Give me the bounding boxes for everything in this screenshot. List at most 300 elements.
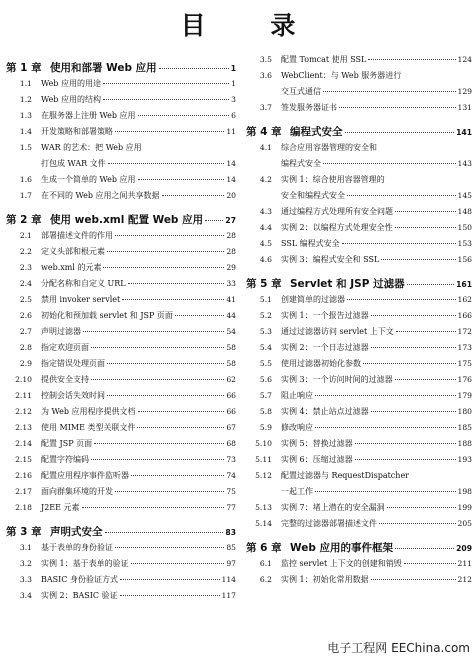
toc-entry[interactable]	[246, 374, 472, 390]
dot-leader	[323, 163, 456, 164]
toc-entry[interactable]	[246, 438, 472, 454]
section-number: 5.1	[259, 295, 272, 304]
section-number: 2.6	[19, 311, 32, 320]
dot-leader	[368, 59, 455, 60]
section-number: 3.7	[259, 103, 272, 112]
dot-leader	[342, 243, 456, 244]
dot-leader	[115, 235, 224, 236]
section-title: 通过编程方式处理所有安全问题	[281, 207, 393, 216]
dot-leader	[371, 411, 456, 412]
page-number: 58	[226, 359, 236, 368]
page-number: 156	[457, 255, 472, 264]
section-title: 实例 3：编程式安全和 SSL	[281, 255, 380, 264]
section-number: 2.18	[15, 503, 32, 512]
section-number: 2.13	[15, 423, 32, 432]
dot-leader	[205, 220, 223, 221]
toc-entry[interactable]	[246, 502, 472, 518]
toc-entry[interactable]	[6, 126, 236, 142]
section-title: 禁用 invoker servlet	[41, 295, 121, 304]
dot-leader	[347, 299, 456, 300]
dot-leader	[138, 411, 225, 412]
section-number: 4.6	[259, 255, 272, 264]
page-number: 199	[457, 503, 472, 512]
page-number: 175	[457, 359, 472, 368]
section-number: 2.8	[19, 343, 32, 352]
page-number: 124	[457, 55, 472, 64]
section-number: 5.11	[255, 455, 272, 464]
page-number: 1	[231, 79, 236, 88]
dot-leader	[103, 267, 224, 268]
section-number: 2.2	[19, 247, 32, 256]
section-title: 实例 6：压缩过滤器	[281, 455, 353, 464]
section-number: 2.11	[15, 391, 32, 400]
section-number: 5.12	[255, 471, 272, 480]
page-number: 1	[230, 64, 236, 73]
page-number: 3	[231, 95, 236, 104]
page-number: 173	[457, 343, 472, 352]
section-number: 4.2	[259, 175, 272, 184]
entry-line-2	[246, 190, 472, 206]
toc-entry[interactable]	[246, 54, 472, 70]
section-number: 5.10	[255, 439, 272, 448]
toc-entry[interactable]	[246, 454, 472, 470]
page-number: 166	[457, 311, 472, 320]
section-title: 指定错误处理页面	[41, 359, 105, 368]
dot-leader	[395, 548, 454, 549]
page-number: 14	[226, 175, 236, 184]
section-title: WebClient：与 Web 服务器进行	[281, 71, 402, 80]
page-number: 198	[457, 487, 472, 496]
toc-entry[interactable]	[246, 574, 472, 590]
toc-entry[interactable]	[6, 502, 236, 518]
section-title: 定义头部和根元素	[41, 247, 105, 256]
section-title: 通过过滤器访问 servlet 上下文	[281, 327, 394, 336]
toc-entry[interactable]	[6, 406, 236, 422]
section-title-continued: 安全和编程式安全	[281, 191, 345, 200]
page-number: 58	[226, 343, 236, 352]
chapter-title: 使用 web.xml 配置 Web 应用	[50, 214, 204, 226]
section-number: 1.6	[19, 175, 32, 184]
toc-chapter[interactable]	[6, 60, 236, 76]
section-number: 2.14	[15, 439, 32, 448]
section-title: 使用 MIME 类型关联文件	[41, 423, 136, 432]
dot-leader	[103, 99, 229, 100]
dot-leader	[395, 227, 456, 228]
page-number: 66	[226, 407, 236, 416]
dot-leader	[407, 284, 455, 285]
toc-entry[interactable]	[246, 422, 472, 438]
toc-entry[interactable]	[6, 454, 236, 470]
entry-line-1	[246, 174, 472, 190]
dot-leader	[107, 251, 224, 252]
toc-entry[interactable]	[6, 78, 236, 94]
section-number: 5.13	[255, 503, 272, 512]
section-number: 3.3	[19, 575, 32, 584]
toc-entry[interactable]	[6, 174, 236, 190]
toc-entry[interactable]	[246, 558, 472, 574]
dot-leader	[315, 491, 456, 492]
toc-chapter[interactable]	[246, 540, 472, 556]
dot-leader	[387, 507, 456, 508]
section-number: 2.5	[19, 295, 32, 304]
toc-entry[interactable]	[246, 206, 472, 222]
page-number: 41	[226, 295, 236, 304]
dot-leader	[395, 211, 456, 212]
chapter-number: 第 1 章	[6, 62, 42, 74]
dot-leader	[138, 115, 230, 116]
dot-leader	[115, 131, 224, 132]
page-number: 29	[226, 263, 236, 272]
page-number: 148	[457, 207, 472, 216]
section-number: 1.1	[19, 79, 32, 88]
page-number: 85	[226, 543, 236, 552]
section-title: 综合应用容器管理的安全和	[281, 143, 377, 152]
dot-leader	[138, 179, 225, 180]
dot-leader	[115, 491, 224, 492]
toc-entry[interactable]	[6, 358, 236, 374]
section-title: 签发服务器证书	[281, 103, 337, 112]
toc-chapter[interactable]	[246, 276, 472, 292]
section-title: WAR 的艺术：把 Web 应用	[41, 143, 142, 152]
page-number: 74	[226, 471, 236, 480]
section-title: 实例 2：以编程方式处理安全性	[281, 223, 393, 232]
section-title: 为 Web 应用程序提供文档	[41, 407, 136, 416]
section-number: 2.17	[15, 487, 32, 496]
entry-line-1	[6, 142, 236, 158]
page-number: 141	[456, 128, 472, 137]
section-title: 配置字符编码	[41, 455, 89, 464]
dot-leader	[347, 195, 456, 196]
section-number: 2.4	[19, 279, 32, 288]
section-number: 1.5	[19, 143, 32, 152]
section-number: 1.3	[19, 111, 32, 120]
toc-entry[interactable]	[6, 110, 236, 126]
page-number: 68	[226, 439, 236, 448]
dot-leader	[395, 379, 456, 380]
page-number: 176	[457, 375, 472, 384]
section-title: 实例 4：禁止站点过滤器	[281, 407, 369, 416]
dot-leader	[315, 395, 456, 396]
section-number: 2.12	[15, 407, 32, 416]
page-number: 150	[457, 223, 472, 232]
section-title: 声明过滤器	[41, 327, 81, 336]
toc-entry[interactable]	[246, 70, 472, 102]
chapter-title: Web 应用的事件框架	[290, 542, 394, 554]
dot-leader	[91, 347, 224, 348]
toc-entry[interactable]	[6, 246, 236, 262]
page-number: 172	[457, 327, 472, 336]
page-number: 143	[457, 159, 472, 168]
dot-leader	[175, 315, 224, 316]
section-number: 3.4	[19, 591, 32, 600]
section-title-continued: 编程式安全	[281, 159, 321, 168]
chapter-number: 第 2 章	[6, 214, 42, 226]
page-number: 75	[226, 487, 236, 496]
section-title: Web 应用的结构	[41, 95, 101, 104]
page-number: 193	[457, 455, 472, 464]
section-title-continued: 一起工作	[281, 487, 313, 496]
toc-entry[interactable]	[6, 278, 236, 294]
toc-entry[interactable]	[6, 486, 236, 502]
section-title: SSL 编程式安全	[281, 239, 340, 248]
page-title: 目 录	[180, 11, 324, 40]
toc-entry[interactable]	[246, 406, 472, 422]
toc-entry[interactable]	[246, 142, 472, 174]
dot-leader	[345, 132, 455, 133]
toc-entry[interactable]	[6, 262, 236, 278]
toc-entry[interactable]	[6, 558, 236, 574]
dot-leader	[83, 331, 224, 332]
page-number: 129	[457, 87, 472, 96]
toc-entry[interactable]	[6, 326, 236, 342]
page-number: 97	[226, 559, 236, 568]
section-number: 6.1	[259, 559, 272, 568]
section-title: 使用过滤器初始化参数	[281, 359, 361, 368]
dot-leader	[103, 83, 229, 84]
section-title: 配置 Tomcat 使用 SSL	[281, 55, 367, 64]
page-number: 77	[226, 503, 236, 512]
page-number: 114	[221, 575, 236, 584]
dot-leader	[315, 427, 456, 428]
toc-entry[interactable]	[6, 390, 236, 406]
section-title: 创建简单的过滤器	[281, 295, 345, 304]
chapter-title: Servlet 和 JSP 过滤器	[290, 278, 405, 290]
section-number: 2.7	[19, 327, 32, 336]
toc-entry[interactable]	[6, 310, 236, 326]
section-title: web.xml 的元素	[41, 263, 102, 272]
entry-line-1	[246, 142, 472, 158]
dot-leader	[355, 443, 456, 444]
dot-leader	[363, 363, 456, 364]
section-title: 部署描述文件的作用	[41, 231, 113, 240]
dot-leader	[91, 379, 224, 380]
section-title: 实例 3：一个访问时间的过滤器	[281, 375, 393, 384]
section-title: 配置过滤器与 RequestDispatcher	[281, 471, 410, 480]
dot-leader	[162, 195, 225, 196]
section-number: 2.10	[15, 375, 32, 384]
section-number: 1.2	[19, 95, 32, 104]
page-number: 188	[457, 439, 472, 448]
page-number: 33	[226, 279, 236, 288]
chapter-title: 使用和部署 Web 应用	[50, 62, 157, 74]
page-number: 62	[226, 375, 236, 384]
page-number: 180	[457, 407, 472, 416]
toc-entry[interactable]	[246, 358, 472, 374]
toc-right-column	[246, 54, 472, 590]
page-number: 211	[457, 559, 472, 568]
section-number: 3.1	[19, 543, 32, 552]
toc-entry[interactable]	[246, 294, 472, 310]
section-number: 5.3	[259, 327, 272, 336]
page-number: 161	[456, 280, 472, 289]
toc-entry[interactable]	[6, 574, 236, 590]
section-title: 实例 1：基于表单的验证	[41, 559, 129, 568]
section-number: 3.6	[259, 71, 272, 80]
section-title-continued: 打包成 WAR 文件	[41, 159, 106, 168]
toc-entry[interactable]	[6, 230, 236, 246]
section-title: 阻止响应	[281, 391, 313, 400]
page-number: 44	[226, 311, 236, 320]
section-number: 5.7	[259, 391, 272, 400]
section-title: 实例 2：一个日志过滤器	[281, 343, 369, 352]
entry-line-2	[246, 486, 472, 502]
toc-entry[interactable]	[246, 326, 472, 342]
toc-entry[interactable]	[6, 94, 236, 110]
dot-leader	[371, 347, 456, 348]
dot-leader	[131, 475, 224, 476]
dot-leader	[108, 163, 225, 164]
section-title: BASIC 身份验证方式	[41, 575, 118, 584]
section-number: 4.5	[259, 239, 272, 248]
toc-entry[interactable]	[6, 590, 236, 606]
section-title: 初始化和预加载 servlet 和 JSP 页面	[41, 311, 173, 320]
dot-leader	[159, 68, 229, 69]
dot-leader	[105, 532, 224, 533]
toc-entry[interactable]	[246, 222, 472, 238]
toc-entry[interactable]	[6, 294, 236, 310]
section-title: 分配名称和自定义 URL	[41, 279, 126, 288]
page-number: 66	[226, 391, 236, 400]
section-title: 监控 servlet 上下文的创建和销毁	[281, 559, 402, 568]
page-number: 117	[221, 591, 236, 600]
dot-leader	[371, 579, 456, 580]
toc-entry[interactable]	[6, 438, 236, 454]
page-number: 28	[226, 247, 236, 256]
chapter-number: 第 6 章	[246, 542, 282, 554]
section-number: 5.14	[255, 519, 272, 528]
toc-entry[interactable]	[6, 374, 236, 390]
section-title: J2EE 元素	[41, 503, 80, 512]
page-number: 179	[457, 391, 472, 400]
page-number: 153	[457, 239, 472, 248]
section-number: 1.7	[19, 191, 32, 200]
section-title: 开发策略和部署策略	[41, 127, 113, 136]
section-title: 在服务器上注册 Web 应用	[41, 111, 136, 120]
dot-leader	[371, 315, 456, 316]
toc-entry[interactable]	[6, 470, 236, 486]
toc-chapter[interactable]	[6, 212, 236, 228]
dot-leader	[355, 459, 456, 460]
section-title: 在不同的 Web 应用之间共享数据	[41, 191, 160, 200]
dot-leader	[137, 427, 224, 428]
dot-leader	[128, 283, 225, 284]
page-number: 14	[226, 159, 236, 168]
entry-line-2	[246, 86, 472, 102]
section-number: 1.4	[19, 127, 32, 136]
page-number: 28	[226, 231, 236, 240]
dot-leader	[339, 107, 456, 108]
section-number: 4.3	[259, 207, 272, 216]
section-title: 提供安全支持	[41, 375, 89, 384]
dot-leader	[94, 443, 224, 444]
dot-leader	[115, 547, 224, 548]
toc-chapter[interactable]	[6, 524, 236, 540]
section-title: 配置 JSP 页面	[41, 439, 93, 448]
page-number: 185	[457, 423, 472, 432]
toc-entry[interactable]	[246, 254, 472, 270]
section-number: 5.2	[259, 311, 272, 320]
section-number: 2.16	[15, 471, 32, 480]
toc-entry[interactable]	[246, 342, 472, 358]
section-number: 5.5	[259, 359, 272, 368]
entry-line-2	[6, 158, 236, 174]
page-number: 73	[226, 455, 236, 464]
section-title: 完整的过滤器部署描述文件	[281, 519, 377, 528]
section-number: 2.1	[19, 231, 32, 240]
watermark: 电子工程网 EEChina.com	[327, 641, 470, 655]
page-number: 209	[456, 544, 472, 553]
chapter-title: 编程式安全	[290, 126, 343, 138]
section-number: 5.6	[259, 375, 272, 384]
section-title: 实例 1：综合使用容器管理的	[281, 175, 385, 184]
dot-leader	[120, 595, 220, 596]
toc-entry[interactable]	[6, 142, 236, 174]
section-number: 6.2	[259, 575, 272, 584]
dot-leader	[82, 507, 225, 508]
toc-entry[interactable]	[6, 542, 236, 558]
section-title: 配置应用程序事件监听器	[41, 471, 129, 480]
page-number: 11	[226, 127, 236, 136]
chapter-number: 第 3 章	[6, 526, 42, 538]
section-number: 4.4	[259, 223, 272, 232]
section-number: 5.4	[259, 343, 272, 352]
page-number: 212	[457, 575, 472, 584]
page-number: 131	[457, 103, 472, 112]
toc-entry[interactable]	[6, 422, 236, 438]
chapter-number: 第 4 章	[246, 126, 282, 138]
page-number: 54	[226, 327, 236, 336]
toc-entry[interactable]	[246, 470, 472, 502]
dot-leader	[396, 331, 456, 332]
section-title: Web 应用的用途	[41, 79, 101, 88]
section-title: 控制会话失效时间	[41, 391, 105, 400]
toc-entry[interactable]	[6, 342, 236, 358]
section-title: 修改响应	[281, 423, 313, 432]
section-number: 2.3	[19, 263, 32, 272]
section-number: 5.8	[259, 407, 272, 416]
section-title-continued: 交互式通信	[281, 87, 321, 96]
page-number: 83	[225, 528, 236, 537]
page-number: 20	[226, 191, 236, 200]
section-title: 实例 5：替换过滤器	[281, 439, 353, 448]
dot-leader	[107, 395, 224, 396]
dot-leader	[381, 259, 455, 260]
dot-leader	[122, 299, 224, 300]
section-number: 4.1	[259, 143, 272, 152]
section-title: 实例 7：堵上潜在的安全漏洞	[281, 503, 385, 512]
page-number: 145	[457, 191, 472, 200]
page-number: 27	[225, 216, 236, 225]
page-number: 67	[226, 423, 236, 432]
toc-entry[interactable]	[246, 102, 472, 118]
toc-entry[interactable]	[246, 174, 472, 206]
toc-entry[interactable]	[246, 390, 472, 406]
toc-chapter[interactable]	[246, 124, 472, 140]
dot-leader	[120, 579, 220, 580]
toc-left-column	[6, 54, 236, 606]
toc-entry[interactable]	[246, 238, 472, 254]
section-title: 实例 2：BASIC 验证	[41, 591, 118, 600]
section-title: 面向群集环境的开发	[41, 487, 113, 496]
toc-entry[interactable]	[246, 518, 472, 534]
dot-leader	[323, 91, 456, 92]
chapter-number: 第 5 章	[246, 278, 282, 290]
dot-leader	[107, 363, 224, 364]
entry-line-1	[246, 470, 472, 486]
section-title: 指定欢迎页面	[41, 343, 89, 352]
toc-entry[interactable]	[246, 310, 472, 326]
toc-entry[interactable]	[6, 190, 236, 206]
